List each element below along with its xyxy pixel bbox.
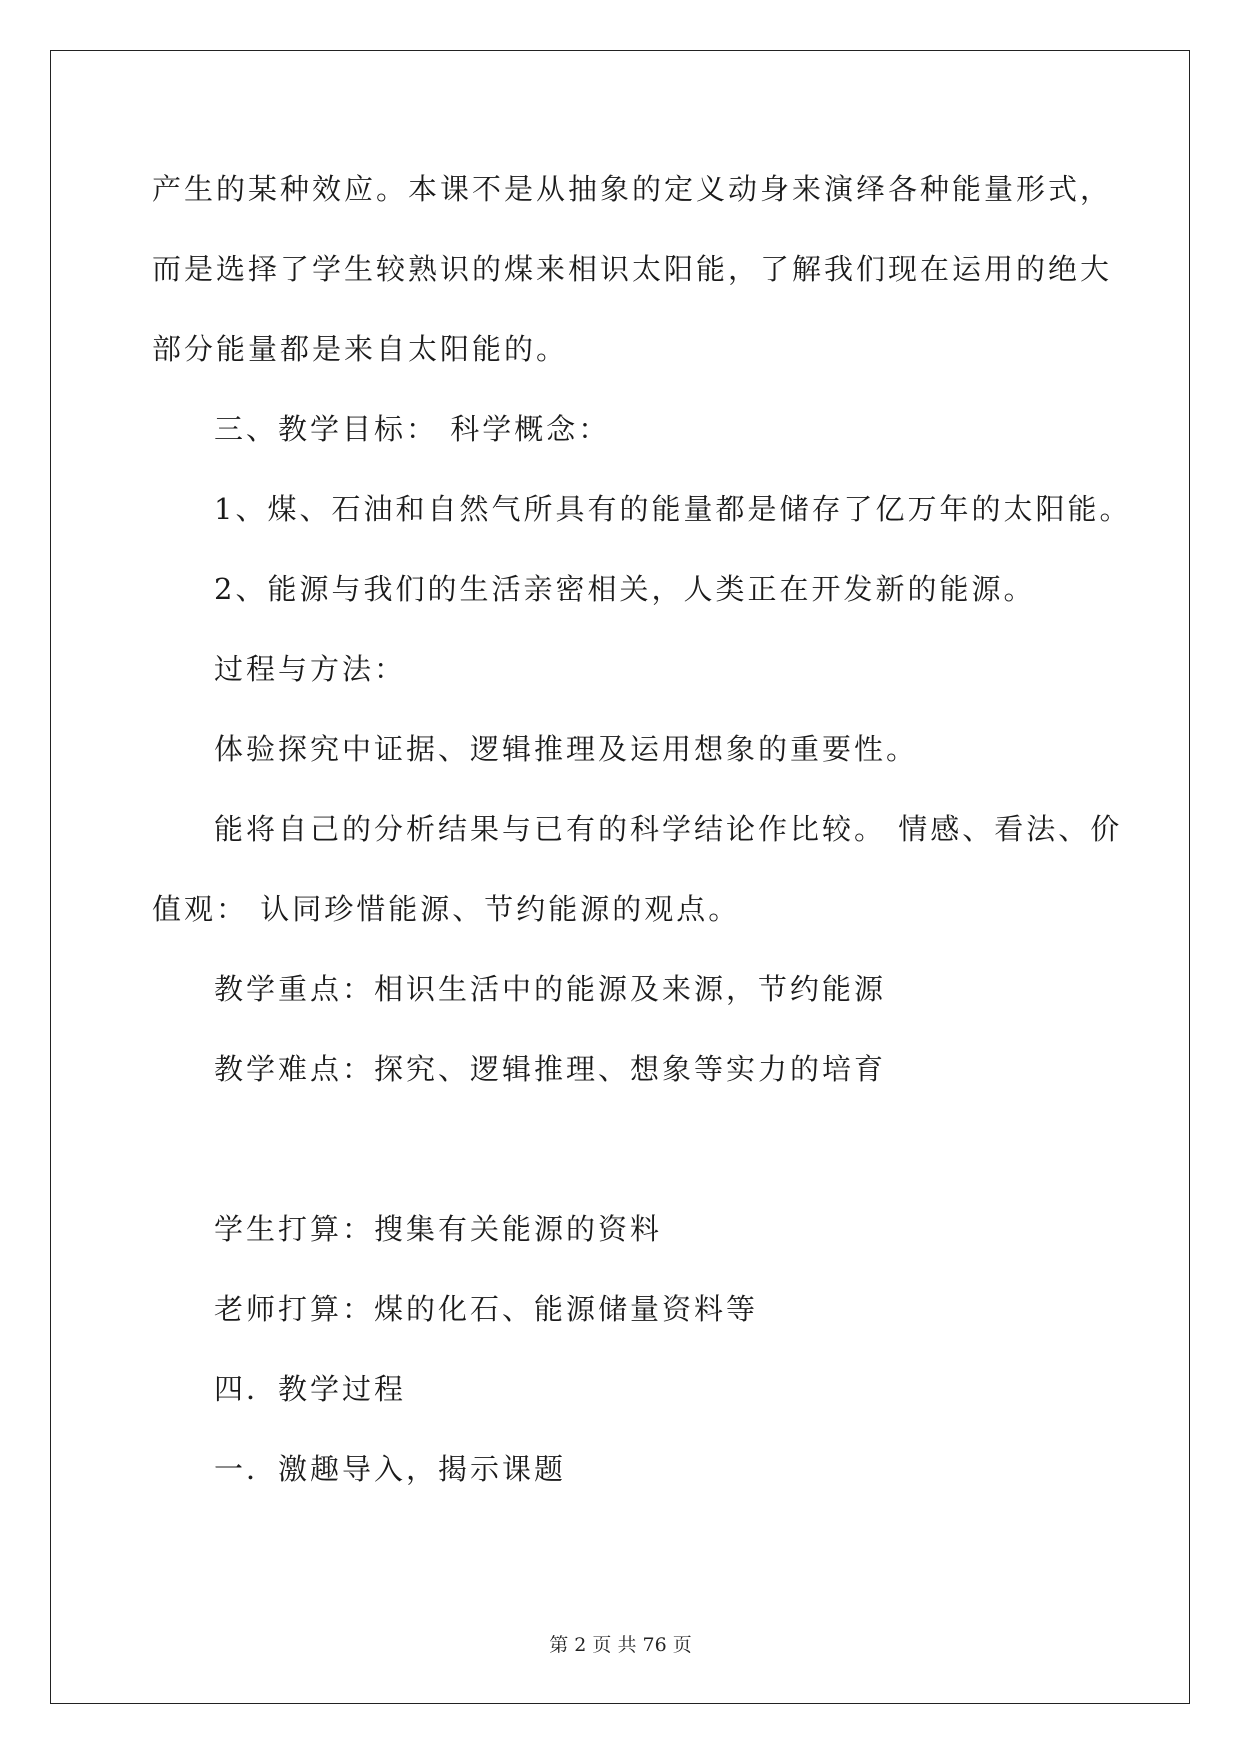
subsection-heading: 过程与方法：: [214, 652, 407, 686]
paragraph-line: 产生的某种效应。本课不是从抽象的定义动身来演绎各种能量形式，: [152, 172, 1113, 206]
paragraph-line: 学生打算：搜集有关能源的资料: [214, 1212, 663, 1246]
page-number-footer: 第 2 页 共 76 页: [549, 1634, 692, 1656]
subsection-heading: 一．激趣导入，揭示课题: [214, 1452, 567, 1486]
paragraph-line: 教学难点：探究、逻辑推理、想象等实力的培育: [214, 1052, 887, 1086]
paragraph-line: 值观： 认同珍惜能源、节约能源的观点。: [152, 892, 741, 926]
paragraph-line: 部分能量都是来自太阳能的。: [152, 332, 569, 366]
section-heading: 三、教学目标： 科学概念：: [214, 412, 611, 446]
paragraph-line: 老师打算：煤的化石、能源储量资料等: [214, 1292, 759, 1326]
paragraph-line: 而是选择了学生较熟识的煤来相识太阳能，了解我们现在运用的绝大: [152, 252, 1113, 286]
paragraph-line: 教学重点：相识生活中的能源及来源，节约能源: [214, 972, 887, 1006]
paragraph-line: 1、煤、石油和自然气所具有的能量都是储存了亿万年的太阳能。: [214, 492, 1132, 526]
paragraph-line: 体验探究中证据、逻辑推理及运用想象的重要性。: [214, 732, 919, 766]
paragraph-line: 能将自己的分析结果与已有的科学结论作比较。 情感、看法、价: [214, 812, 1123, 846]
section-heading: 四．教学过程: [214, 1372, 407, 1406]
paragraph-line: 2、能源与我们的生活亲密相关，人类正在开发新的能源。: [214, 572, 1036, 606]
